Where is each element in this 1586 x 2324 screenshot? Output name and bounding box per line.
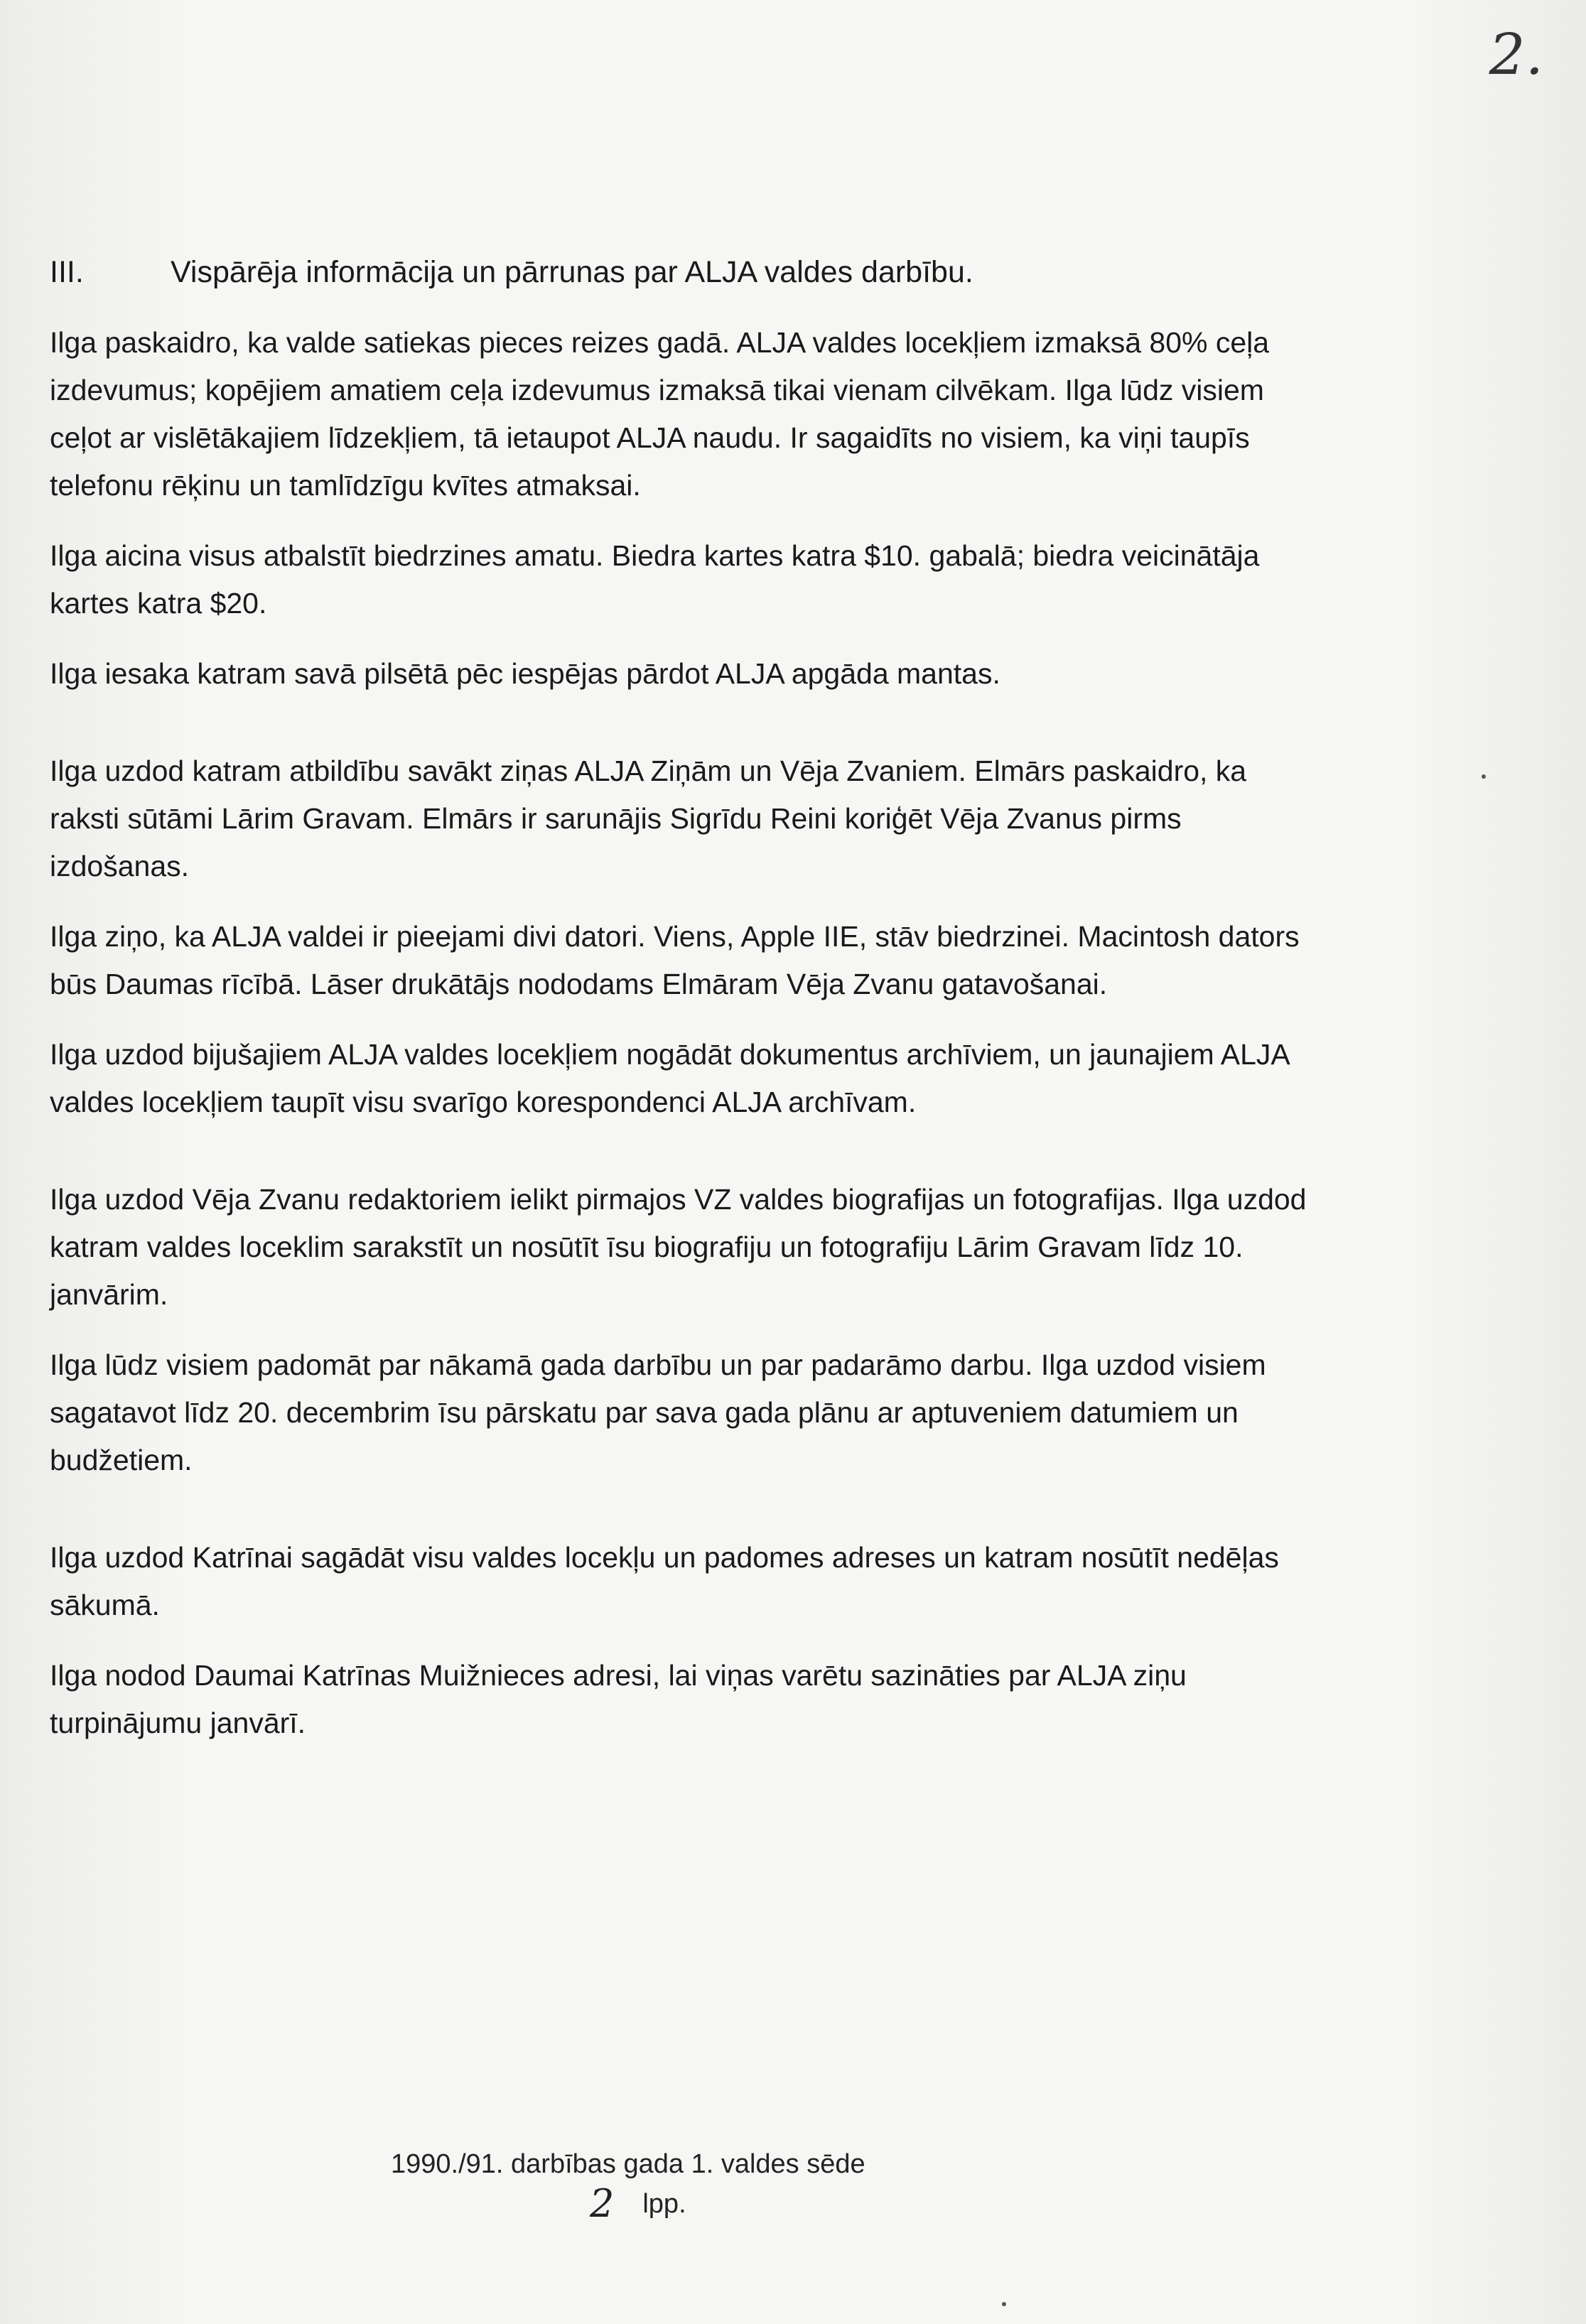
paragraph-archives: Ilga uzdod bijušajiem ALJA valdes locekļiem nogādāt dokumentus archīviem, un jaunajiem ALJA valdes locekļiem taupīt visu svarīgo korespondenci ALJA archīvam.: [50, 1038, 1289, 1118]
paragraph-biographies: Ilga uzdod Vēja Zvanu redaktoriem ielikt pirmajos VZ valdes biografijas un fotografijas. Ilga uzdod katram valdes loceklim sarakstīt un nosūtīt īsu biografiju un fotografiju Lārim Gravam līdz 10. janvārim.: [50, 1183, 1307, 1311]
paragraph-news-continuation: Ilga nodod Daumai Katrīnas Muižnieces adresi, lai viņas varētu sazināties par ALJA ziņu turpinājumu janvārī.: [50, 1659, 1187, 1739]
section-number: III.: [50, 255, 84, 289]
handwritten-page-number: 2: [590, 2181, 615, 2226]
page-footer: [391, 2144, 865, 2224]
page-suffix: lpp.: [642, 2189, 686, 2219]
paragraph-merchandise: Ilga iesaka katram savā pilsētā pēc iespējas pārdot ALJA apgāda mantas.: [50, 657, 1000, 690]
paragraph-yearly-plan: Ilga lūdz visiem padomāt par nākamā gada darbību un par padarāmo darbu. Ilga uzdod visiem sagatavot līdz 20. decembrim īsu pārskatu par sava gada plānu ar aptuveniem datumiem un budžetiem.: [50, 1349, 1266, 1476]
paragraph-membership-cards: Ilga aicina visus atbalstīt biedrzines amatu. Biedra kartes katra $10. gabalā; biedra veicinātāja kartes katra $20.: [50, 539, 1260, 620]
scan-speck: [1482, 774, 1486, 779]
section-heading: [50, 249, 1315, 296]
handwritten-page-mark: 2.: [1489, 21, 1543, 87]
paragraph-travel-expenses: Ilga paskaidro, ka valde satiekas pieces reizes gadā. ALJA valdes locekļiem izmaksā 80% ceļa izdevumus; kopējiem amatiem ceļa izdevumus izmaksā tikai vienam cilvēkam. Ilga lūdz visiem ceļot ar vislētākajiem līdzekļiem, tā ietaupot ALJA naudu. Ir sagaidīts no visiem, ka viņi taupīs telefonu rēķinu un tamlīdzīgu kvītes atmaksai.: [50, 326, 1270, 502]
document-body: [50, 249, 1315, 1770]
paragraph-news-collection: Ilga uzdod katram atbildību savākt ziņas ALJA Ziņām un Vēja Zvaniem. Elmārs paskaidro, ka raksti sūtāmi Lārim Gravam. Elmārs ir sarunājis Sigrīdu Reini koriģēt Vēja Zvanus pirms izdošanas.: [50, 755, 1247, 882]
section-title: Vispārēja informācija un pārrunas par ALJA valdes darbību.: [171, 255, 973, 289]
scan-speck: [1002, 2302, 1006, 2306]
footer-meeting-line: 1990./91. darbības gada 1. valdes sēde: [391, 2149, 865, 2179]
paragraph-addresses: Ilga uzdod Katrīnai sagādāt visu valdes locekļu un padomes adreses un katram nosūtīt nedēļas sākumā.: [50, 1541, 1279, 1621]
footer-page-number: [590, 2181, 865, 2226]
paragraph-computers: Ilga ziņo, ka ALJA valdei ir pieejami divi datori. Viens, Apple IIE, stāv biedrzinei. Macintosh dators būs Daumas rīcībā. Lāser drukātājs nododams Elmāram Vēja Zvanu gatavošanai.: [50, 920, 1300, 1000]
